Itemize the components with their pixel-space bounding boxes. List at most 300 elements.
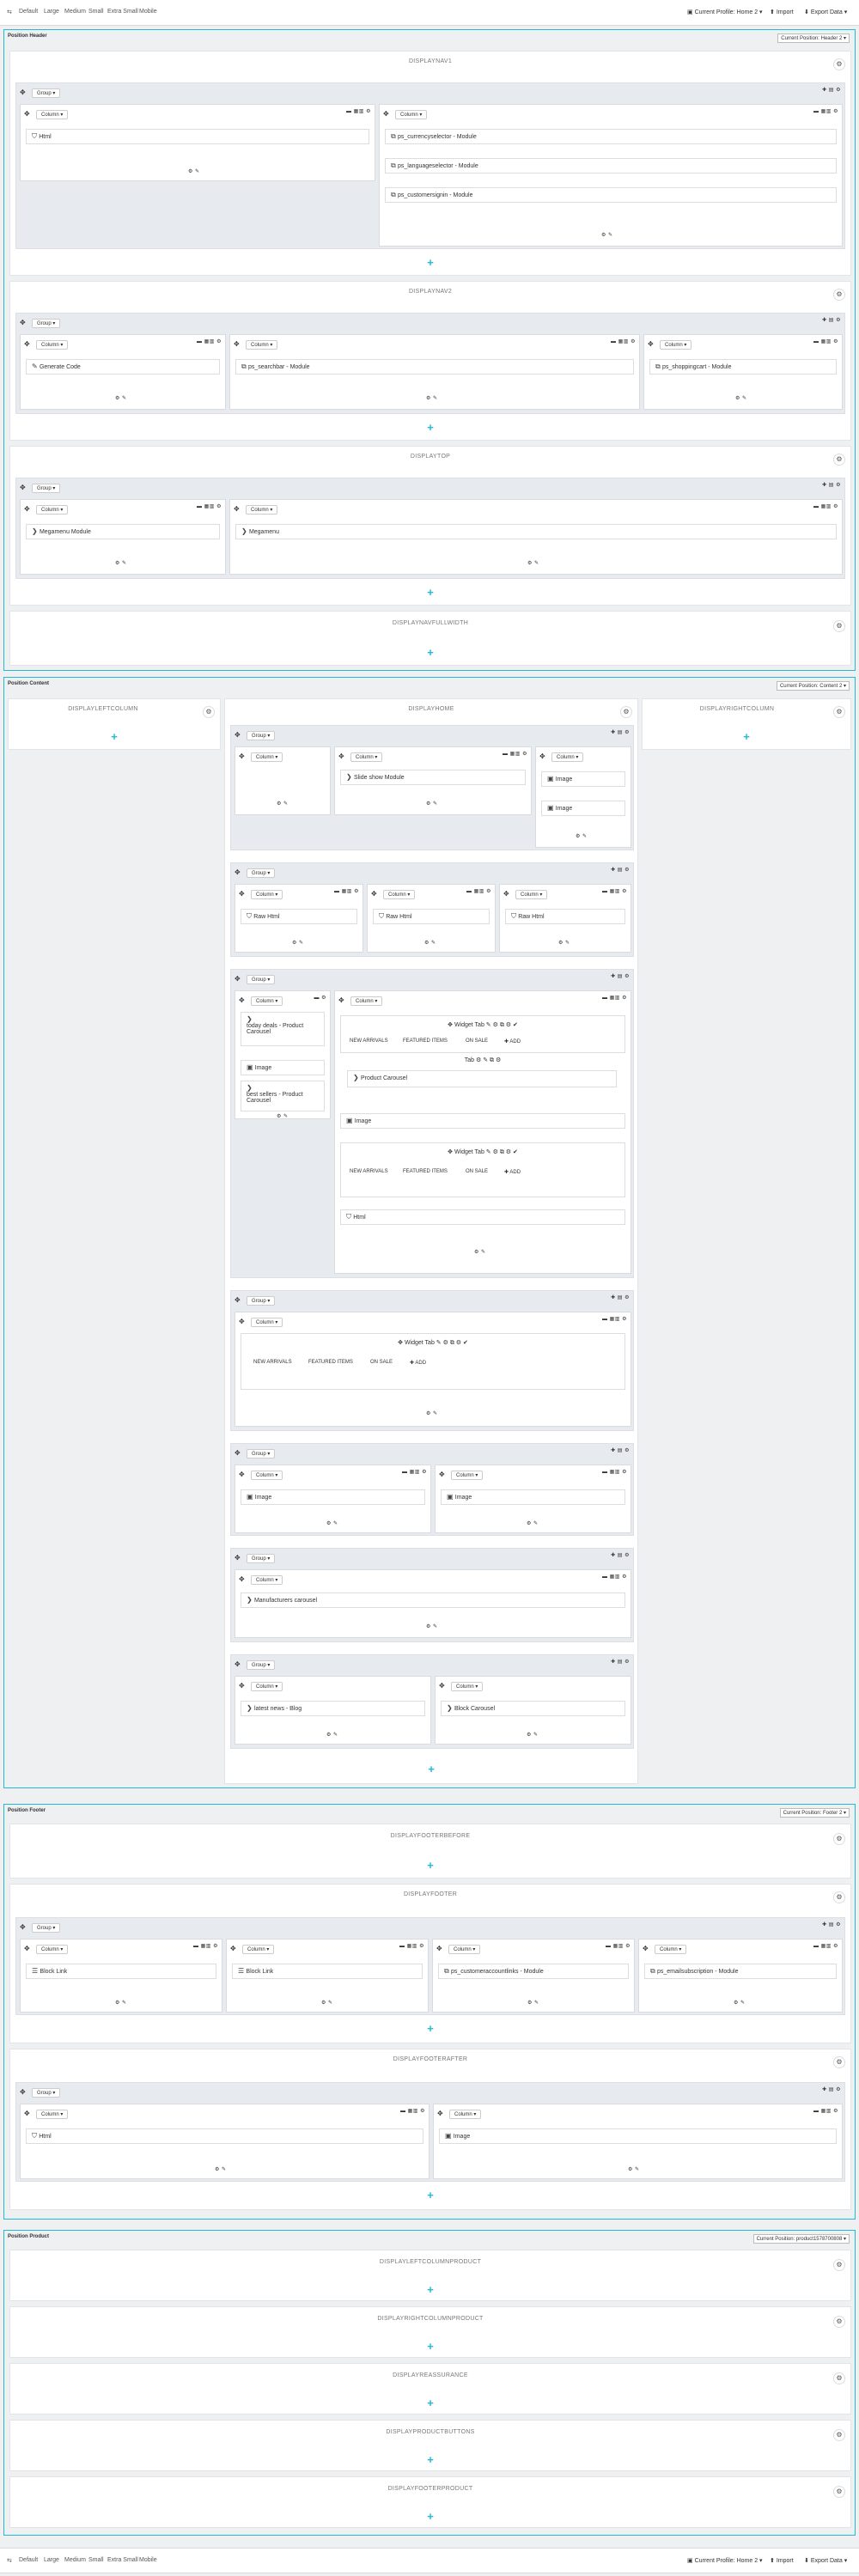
column-tools[interactable]: ▬ ▦▥ ⚙ [601, 1470, 627, 1475]
import-icon: ⬆ [770, 9, 777, 15]
hook-title: DISPLAYFOOTERAFTER [393, 2056, 468, 2062]
column-actions[interactable]: ⚙ ✎ [277, 1114, 289, 1119]
add-group-button[interactable]: + [427, 421, 434, 434]
tab-new-arrivals[interactable]: NEW ARRIVALS [350, 1169, 388, 1174]
gear-icon[interactable]: ⚙ [833, 2486, 845, 2498]
import-button[interactable]: ⬆ Import [770, 9, 794, 15]
group-tools[interactable]: ✚ ▤ ⚙ [611, 1295, 630, 1300]
gear-icon[interactable]: ⚙ [833, 620, 845, 632]
group-dropdown[interactable]: Group ▾ [32, 484, 60, 493]
group-tools[interactable]: ✚ ▤ ⚙ [611, 1553, 630, 1558]
column-dropdown[interactable]: Column ▾ [251, 996, 283, 1006]
column-actions[interactable]: ⚙ ✎ [188, 169, 200, 174]
move-icon[interactable]: ✥ [239, 1318, 245, 1325]
column-actions[interactable]: ⚙ ✎ [115, 396, 127, 401]
move-icon[interactable]: ✥ [648, 340, 654, 348]
column [20, 2104, 430, 2179]
column-actions[interactable]: ⚙ ✎ [326, 1521, 338, 1526]
move-icon[interactable]: ✥ [239, 752, 245, 760]
move-icon[interactable]: ✥ [234, 340, 240, 348]
move-icon[interactable]: ✥ [235, 1554, 241, 1562]
device-default[interactable]: Default [19, 2557, 39, 2563]
list-icon: ☰ [32, 1967, 40, 1975]
device-default[interactable]: Default [19, 9, 39, 15]
gear-icon[interactable]: ⚙ [833, 2316, 845, 2328]
column-actions[interactable]: ⚙ ✎ [527, 1521, 539, 1526]
group-dropdown[interactable]: Group ▾ [247, 1660, 275, 1670]
group-dropdown[interactable]: Group ▾ [247, 1554, 275, 1563]
group-tools[interactable]: ✚ ▤ ⚙ [611, 868, 630, 873]
hook-displayleftcolumnproduct [9, 2250, 851, 2301]
module-html[interactable]: ⛉ Html [26, 129, 369, 144]
profile-dropdown[interactable]: ▣ Current Profile: Home 2 ▾ [687, 9, 763, 15]
device-small[interactable]: Small [88, 9, 104, 15]
column-tools[interactable]: ▬ ▦▥ ⚙ [196, 339, 222, 344]
module-megamenu[interactable]: ❯ Megamenu Module [26, 524, 220, 539]
add-group-button[interactable]: + [428, 1763, 435, 1775]
module-image[interactable]: ▣ Image [441, 1489, 625, 1505]
group-dropdown[interactable]: Group ▾ [247, 1296, 275, 1306]
device-mobile[interactable]: Mobile [139, 9, 157, 15]
module-currencyselector[interactable]: ⧉ ps_currencyselector - Module [385, 129, 837, 144]
move-icon[interactable]: ✥ [239, 996, 245, 1004]
column [20, 1939, 222, 2013]
add-group-button[interactable]: + [427, 2510, 434, 2523]
column-actions[interactable]: ⚙ ✎ [426, 1624, 438, 1629]
device-medium[interactable]: Medium [64, 9, 86, 15]
position-profile-dropdown[interactable]: Current Position: Footer 2 ▾ [780, 1808, 850, 1818]
column [235, 746, 331, 815]
group-dropdown[interactable]: Group ▾ [32, 319, 60, 328]
column-actions[interactable]: ⚙ ✎ [321, 2001, 333, 2006]
widget-tab-title[interactable]: ✥ Widget Tab ✎ ⚙ ⧉ ⚙ ✔ [398, 1340, 468, 1346]
device-menu-icon[interactable]: ⇆ [7, 2558, 12, 2564]
module-shoppingcart[interactable]: ⧉ ps_shoppingcart - Module [649, 359, 837, 375]
column-tools[interactable]: ▬ ▦▥ ⚙ [601, 889, 627, 894]
column-dropdown[interactable]: Column ▾ [551, 752, 583, 762]
column-dropdown[interactable]: Column ▾ [36, 2110, 68, 2119]
column [235, 1569, 631, 1638]
module-customeraccountlinks[interactable]: ⧉ ps_customeraccountlinks - Module [438, 1964, 629, 1979]
move-icon[interactable]: ✥ [20, 319, 26, 326]
add-group-button[interactable]: + [427, 2340, 434, 2353]
column-actions[interactable]: ⚙ ✎ [426, 1411, 438, 1416]
import-button[interactable]: ⬆ Import [770, 2558, 794, 2564]
tab-add[interactable]: ✚ ADD [504, 1039, 521, 1044]
device-small[interactable]: Small [88, 2557, 104, 2563]
position-product-section [3, 2230, 856, 2536]
column-tools[interactable]: ▬ ▦▥ ⚙ [399, 2109, 425, 2114]
export-icon: ⬇ [804, 9, 811, 15]
column-tools[interactable]: ▬ ▦▥ ⚙ [333, 889, 359, 894]
gear-icon[interactable]: ⚙ [833, 2056, 845, 2068]
bottom-toolbar [0, 2548, 859, 2573]
move-icon[interactable]: ✥ [383, 110, 389, 118]
column-dropdown[interactable]: Column ▾ [451, 1471, 483, 1480]
hook-title: DISPLAYTOP [410, 454, 451, 460]
tab-new-arrivals[interactable]: NEW ARRIVALS [350, 1038, 388, 1044]
move-icon[interactable]: ✥ [20, 88, 26, 96]
group-dropdown[interactable]: Group ▾ [247, 975, 275, 984]
device-large[interactable]: Large [44, 9, 59, 15]
group [15, 2082, 845, 2182]
list-icon: ☰ [238, 1967, 247, 1975]
export-icon: ⬇ [804, 2558, 811, 2564]
column-actions[interactable]: ⚙ ✎ [527, 2001, 539, 2006]
hook-displayfooterproduct [9, 2476, 851, 2528]
move-icon[interactable]: ✥ [24, 2110, 30, 2117]
column-dropdown[interactable]: Column ▾ [251, 1471, 283, 1480]
widget-tab-title[interactable]: ✥ Widget Tab ✎ ⚙ ⧉ ⚙ ✔ [448, 1022, 518, 1028]
column-dropdown[interactable]: Column ▾ [395, 110, 427, 119]
gear-icon[interactable]: ⚙ [833, 289, 845, 301]
section-title: Position Header [8, 33, 47, 39]
tab-on-sale[interactable]: ON SALE [466, 1038, 489, 1044]
export-button[interactable]: ⬇ Export Data ▾ [804, 2558, 848, 2564]
module-image[interactable]: ▣ Image [241, 1060, 325, 1075]
add-group-button[interactable]: + [427, 586, 434, 599]
move-icon[interactable]: ✥ [20, 484, 26, 491]
column-dropdown[interactable]: Column ▾ [36, 110, 68, 119]
group-tools[interactable]: ✚ ▤ ⚙ [611, 730, 630, 735]
column-actions[interactable]: ⚙ ✎ [735, 396, 747, 401]
column-actions[interactable]: ⚙ ✎ [558, 941, 570, 946]
column [235, 884, 363, 953]
move-icon[interactable]: ✥ [24, 110, 30, 118]
move-icon[interactable]: ✥ [235, 1449, 241, 1457]
module-raw-html[interactable]: ⛉ Raw Html [373, 909, 490, 924]
group-tools[interactable]: ✚ ▤ ⚙ [611, 1448, 630, 1453]
move-icon[interactable]: ✥ [539, 752, 545, 760]
puzzle-icon: ⧉ [650, 1967, 657, 1975]
column-tools[interactable]: ▬ ▦▥ ⚙ [605, 1944, 631, 1949]
group-tools[interactable]: ✚ ▤ ⚙ [611, 974, 630, 979]
column-dropdown[interactable]: Column ▾ [449, 2110, 481, 2119]
move-icon[interactable]: ✥ [643, 1945, 649, 1952]
column-actions[interactable]: ⚙ ✎ [115, 561, 127, 566]
group-dropdown[interactable]: Group ▾ [247, 1449, 275, 1459]
widget-actions-icon: ✎ ⚙ ⧉ ⚙ ✔ [484, 1022, 518, 1028]
gear-icon[interactable]: ⚙ [833, 2429, 845, 2441]
image-icon: ▣ [346, 1117, 355, 1124]
add-group-button[interactable]: + [427, 2396, 434, 2409]
column-dropdown[interactable]: Column ▾ [251, 1318, 283, 1327]
module-today-deals[interactable]: ❯ today deals - Product Carousel [241, 1012, 325, 1046]
column-tools[interactable]: ▬ ⚙ [314, 996, 326, 1001]
add-group-button[interactable]: + [427, 1859, 434, 1872]
move-icon[interactable]: ✥ [235, 1296, 241, 1304]
move-icon[interactable]: ✥ [436, 1945, 442, 1952]
top-toolbar [0, 0, 859, 26]
move-icon[interactable]: ✥ [239, 890, 245, 898]
group-tools[interactable]: ✚ ▤ ⚙ [822, 318, 841, 323]
device-menu-icon[interactable]: ⇆ [7, 9, 12, 15]
add-group-button[interactable]: + [427, 256, 434, 269]
column-actions[interactable]: ⚙ ✎ [115, 2001, 127, 2006]
tab-add[interactable]: ✚ ADD [504, 1170, 521, 1175]
group-tools[interactable]: ✚ ▤ ⚙ [822, 1922, 841, 1927]
module-image[interactable]: ▣ Image [241, 1489, 425, 1505]
device-mobile[interactable]: Mobile [139, 2557, 157, 2563]
column-tools[interactable]: ▬ ▦▥ ⚙ [610, 339, 636, 344]
group-dropdown[interactable]: Group ▾ [32, 1923, 60, 1933]
column-tools[interactable]: ▬ ▦▥ ⚙ [399, 1944, 424, 1949]
gear-icon[interactable]: ⚙ [833, 2259, 845, 2271]
add-group-button[interactable]: + [427, 646, 434, 659]
move-icon[interactable]: ✥ [439, 1682, 445, 1690]
column-dropdown[interactable]: Column ▾ [350, 996, 382, 1006]
group-dropdown[interactable]: Group ▾ [32, 2088, 60, 2098]
gear-icon[interactable]: ⚙ [620, 706, 632, 718]
column-dropdown[interactable]: Column ▾ [655, 1945, 686, 1954]
tab-on-sale[interactable]: ON SALE [370, 1360, 393, 1365]
add-group-button[interactable]: + [427, 2022, 434, 2035]
tab-on-sale[interactable]: ON SALE [466, 1169, 489, 1174]
column-tools[interactable]: ▬ ▦▥ ⚙ [601, 1574, 627, 1580]
column-dropdown[interactable]: Column ▾ [383, 890, 415, 899]
move-icon[interactable]: ✥ [371, 890, 377, 898]
add-group-button[interactable]: + [111, 730, 118, 743]
hook-title: DISPLAYRIGHTCOLUMNPRODUCT [377, 2316, 484, 2322]
image-icon: ▣ [447, 1493, 455, 1501]
move-icon[interactable]: ✥ [20, 1923, 26, 1931]
column-tools[interactable]: ▬ ▦▥ ⚙ [502, 752, 527, 757]
add-group-button[interactable]: + [743, 730, 750, 743]
column-actions[interactable]: ⚙ ✎ [527, 1733, 539, 1738]
move-icon[interactable]: ✥ [235, 975, 241, 983]
module-raw-html[interactable]: ⛉ Raw Html [241, 909, 357, 924]
image-icon: ▣ [547, 775, 556, 783]
plus-icon: ✚ [504, 1170, 510, 1175]
module-html[interactable]: ⛉ Html [340, 1209, 625, 1225]
column-actions[interactable]: ⚙ ✎ [326, 1733, 338, 1738]
module-image[interactable]: ▣ Image [340, 1113, 625, 1129]
gear-icon[interactable]: ⚙ [833, 706, 845, 718]
column [432, 1939, 635, 2013]
move-icon[interactable]: ✥ [239, 1682, 245, 1690]
module-product-carousel[interactable]: ❯ Product Carousel [347, 1070, 617, 1087]
chevron-right-icon: ❯ [247, 1015, 253, 1023]
module-raw-html[interactable]: ⛉ Raw Html [505, 909, 625, 924]
group-tools[interactable]: ✚ ▤ ⚙ [822, 483, 841, 488]
tab-new-arrivals[interactable]: NEW ARRIVALS [253, 1360, 292, 1365]
column-actions[interactable]: ⚙ ✎ [426, 801, 438, 807]
module-emailsubscription[interactable]: ⧉ ps_emailsubscription - Module [644, 1964, 837, 1979]
column-dropdown[interactable]: Column ▾ [451, 1682, 483, 1691]
position-profile-dropdown[interactable]: Current Position: Content 2 ▾ [777, 681, 850, 691]
module-customersignin[interactable]: ⧉ ps_customersignin - Module [385, 187, 837, 203]
column [226, 1939, 429, 2013]
gear-icon[interactable]: ⚙ [833, 1833, 845, 1845]
group-tools[interactable]: ✚ ▤ ⚙ [822, 88, 841, 93]
column-actions[interactable]: ⚙ ✎ [628, 2167, 640, 2172]
column-actions[interactable]: ⚙ ✎ [426, 396, 438, 401]
chevron-right-icon: ❯ [353, 1074, 361, 1081]
plus-icon: ✚ [504, 1039, 510, 1044]
move-icon[interactable]: ✥ [234, 505, 240, 513]
column-actions[interactable]: ⚙ ✎ [474, 1250, 486, 1255]
add-group-button[interactable]: + [427, 2283, 434, 2296]
module-latest-news[interactable]: ❯ latest news - Blog [241, 1701, 425, 1716]
section-title: Position Content [8, 681, 49, 686]
column-tools[interactable]: ▬ ▦▥ ⚙ [813, 109, 838, 114]
move-icon[interactable]: ✥ [235, 868, 241, 876]
hook-title: DISPLAYREASSURANCE [393, 2372, 468, 2378]
chevron-right-icon: ❯ [247, 1084, 253, 1092]
module-searchbar[interactable]: ⧉ ps_searchbar - Module [235, 359, 634, 375]
move-icon[interactable]: ✥ [338, 996, 344, 1004]
move-icon[interactable]: ✥ [439, 1471, 445, 1478]
add-group-button[interactable]: + [427, 2189, 434, 2201]
move-icon[interactable]: ✥ [24, 505, 30, 513]
move-icon: ✥ [398, 1340, 405, 1346]
position-profile-dropdown[interactable]: Current Position: Header 2 ▾ [777, 33, 850, 43]
module-image[interactable]: ▣ Image [541, 771, 625, 787]
column-tools[interactable]: ▬ ▦▥ ⚙ [192, 1944, 218, 1949]
column-dropdown[interactable]: Column ▾ [251, 752, 283, 762]
move-icon[interactable]: ✥ [239, 1471, 245, 1478]
section-title: Position Product [8, 2234, 49, 2239]
gear-icon[interactable]: ⚙ [833, 58, 845, 70]
module-block-carousel[interactable]: ❯ Block Carousel [441, 1701, 625, 1716]
module-megamenu[interactable]: ❯ Megamenu [235, 524, 837, 539]
move-icon[interactable]: ✥ [20, 2088, 26, 2096]
column [638, 1939, 843, 2013]
column-tools[interactable]: ▬ ▦▥ ⚙ [813, 1944, 838, 1949]
module-image[interactable]: ▣ Image [439, 2128, 837, 2144]
group [230, 1290, 634, 1431]
move-icon[interactable]: ✥ [503, 890, 509, 898]
module-slideshow[interactable]: ❯ Slide show Module [340, 770, 526, 785]
column-actions[interactable]: ⚙ ✎ [292, 941, 304, 946]
column-tools[interactable]: ▬ ▦▥ ⚙ [601, 996, 627, 1001]
hook-displayrightcolumnproduct [9, 2306, 851, 2358]
move-icon[interactable]: ✥ [235, 731, 241, 739]
widget-tab-title[interactable]: ✥ Widget Tab ✎ ⚙ ⧉ ⚙ ✔ [448, 1149, 518, 1155]
column-actions[interactable]: ⚙ ✎ [215, 2167, 227, 2172]
column-actions[interactable]: ⚙ ✎ [576, 834, 588, 839]
column-dropdown[interactable]: Column ▾ [251, 1682, 283, 1691]
column-dropdown[interactable]: Column ▾ [251, 890, 283, 899]
move-icon[interactable]: ✥ [239, 1575, 245, 1583]
module-html[interactable]: ⛉ Html [26, 2128, 423, 2144]
hook-title: DISPLAYFOOTER [403, 1891, 458, 1897]
column-dropdown[interactable]: Column ▾ [448, 1945, 480, 1954]
puzzle-icon: ⧉ [391, 161, 398, 169]
column [433, 2104, 843, 2179]
device-extra-small[interactable]: Extra Small [107, 9, 138, 15]
tab-title[interactable]: Tab ⚙ ✎ ⧉ ⚙ [464, 1057, 502, 1063]
column [334, 746, 532, 815]
module-languageselector[interactable]: ⧉ ps_languageselector - Module [385, 158, 837, 174]
module-manufacturers-carousel[interactable]: ❯ Manufacturers carousel [241, 1592, 625, 1608]
tab-featured-items[interactable]: FEATURED ITEMS [308, 1360, 353, 1365]
column-tools[interactable]: ▬ ▦▥ ⚙ [401, 1470, 427, 1475]
position-profile-dropdown[interactable]: Current Position: product1578700808 ▾ [753, 2234, 850, 2244]
gear-icon[interactable]: ⚙ [203, 706, 215, 718]
hook-displayfooterbefore [9, 1824, 851, 1879]
column-actions[interactable]: ⚙ ✎ [601, 233, 613, 238]
column-dropdown[interactable]: Column ▾ [36, 505, 68, 515]
group-tools[interactable]: ✚ ▤ ⚙ [822, 2087, 841, 2092]
gear-icon[interactable]: ⚙ [833, 454, 845, 466]
column-dropdown[interactable]: Column ▾ [246, 340, 277, 350]
move-icon[interactable]: ✥ [235, 1660, 241, 1668]
widget-actions-icon: ✎ ⚙ ⧉ ⚙ ✔ [434, 1340, 468, 1346]
column-tools[interactable]: ▬ ▦▥ ⚙ [601, 1317, 627, 1322]
html5-icon: ⛉ [346, 1213, 354, 1221]
device-large[interactable]: Large [44, 2557, 59, 2563]
group-dropdown[interactable]: Group ▾ [247, 731, 275, 740]
move-icon[interactable]: ✥ [437, 2110, 443, 2117]
column-dropdown[interactable]: Column ▾ [242, 1945, 274, 1954]
column-tools[interactable]: ▬ ▦▥ ⚙ [813, 2109, 838, 2114]
module-generate-code[interactable]: ✎ Generate Code [26, 359, 220, 375]
hook-title: DISPLAYNAVFULLWIDTH [392, 620, 469, 626]
column [229, 499, 843, 575]
column-dropdown[interactable]: Column ▾ [36, 340, 68, 350]
chevron-right-icon: ❯ [241, 527, 249, 535]
column-actions[interactable]: ⚙ ✎ [424, 941, 436, 946]
export-button[interactable]: ⬇ Export Data ▾ [804, 9, 848, 15]
group-dropdown[interactable]: Group ▾ [32, 88, 60, 98]
column-dropdown[interactable]: Column ▾ [36, 1945, 68, 1954]
profile-dropdown[interactable]: ▣ Current Profile: Home 2 ▾ [687, 2558, 763, 2564]
column [235, 1312, 631, 1427]
module-block-link[interactable]: ☰ Block Link [232, 1964, 423, 1979]
hook-displayleftcolumn [8, 698, 221, 750]
column-dropdown[interactable]: Column ▾ [350, 752, 382, 762]
puzzle-icon: ⧉ [444, 1967, 451, 1975]
column-tools[interactable]: ▬ ▦▥ ⚙ [196, 504, 222, 509]
column-dropdown[interactable]: Column ▾ [251, 1575, 283, 1585]
hook-displayrightcolumn [642, 698, 851, 750]
column-tools[interactable]: ▬ ▦▥ ⚙ [345, 109, 371, 114]
column-dropdown[interactable]: Column ▾ [660, 340, 691, 350]
gear-icon[interactable]: ⚙ [833, 1891, 845, 1903]
column-tools[interactable]: ▬ ▦▥ ⚙ [466, 889, 491, 894]
html5-icon: ⛉ [511, 912, 519, 920]
device-medium[interactable]: Medium [64, 2557, 86, 2563]
move-icon[interactable]: ✥ [24, 1945, 30, 1952]
tab-featured-items[interactable]: FEATURED ITEMS [403, 1169, 448, 1174]
column-actions[interactable]: ⚙ ✎ [277, 801, 289, 807]
tab-actions-icon: ⚙ ✎ ⧉ ⚙ [474, 1057, 502, 1063]
group-tools[interactable]: ✚ ▤ ⚙ [611, 1659, 630, 1665]
column-tools[interactable]: ▬ ▦▥ ⚙ [813, 504, 838, 509]
column-tools[interactable]: ▬ ▦▥ ⚙ [813, 339, 838, 344]
hook-title: DISPLAYRIGHTCOLUMN [699, 706, 775, 712]
module-image[interactable]: ▣ Image [541, 801, 625, 816]
tab-featured-items[interactable]: FEATURED ITEMS [403, 1038, 448, 1044]
column [235, 1465, 431, 1533]
column-actions[interactable]: ⚙ ✎ [527, 561, 539, 566]
gear-icon[interactable]: ⚙ [833, 2372, 845, 2384]
move-icon[interactable]: ✥ [230, 1945, 236, 1952]
move-icon[interactable]: ✥ [24, 340, 30, 348]
group-dropdown[interactable]: Group ▾ [247, 868, 275, 878]
column-dropdown[interactable]: Column ▾ [515, 890, 547, 899]
module-best-sellers[interactable]: ❯ best sellers - Product Carousel [241, 1081, 325, 1111]
hook-title: DISPLAYFOOTERBEFORE [390, 1833, 471, 1839]
add-group-button[interactable]: + [427, 2453, 434, 2466]
column-dropdown[interactable]: Column ▾ [246, 505, 277, 515]
tab-add[interactable]: ✚ ADD [410, 1361, 427, 1366]
module-block-link[interactable]: ☰ Block Link [26, 1964, 216, 1979]
move-icon[interactable]: ✥ [338, 752, 344, 760]
column-actions[interactable]: ⚙ ✎ [734, 2001, 746, 2006]
device-extra-small[interactable]: Extra Small [107, 2557, 138, 2563]
